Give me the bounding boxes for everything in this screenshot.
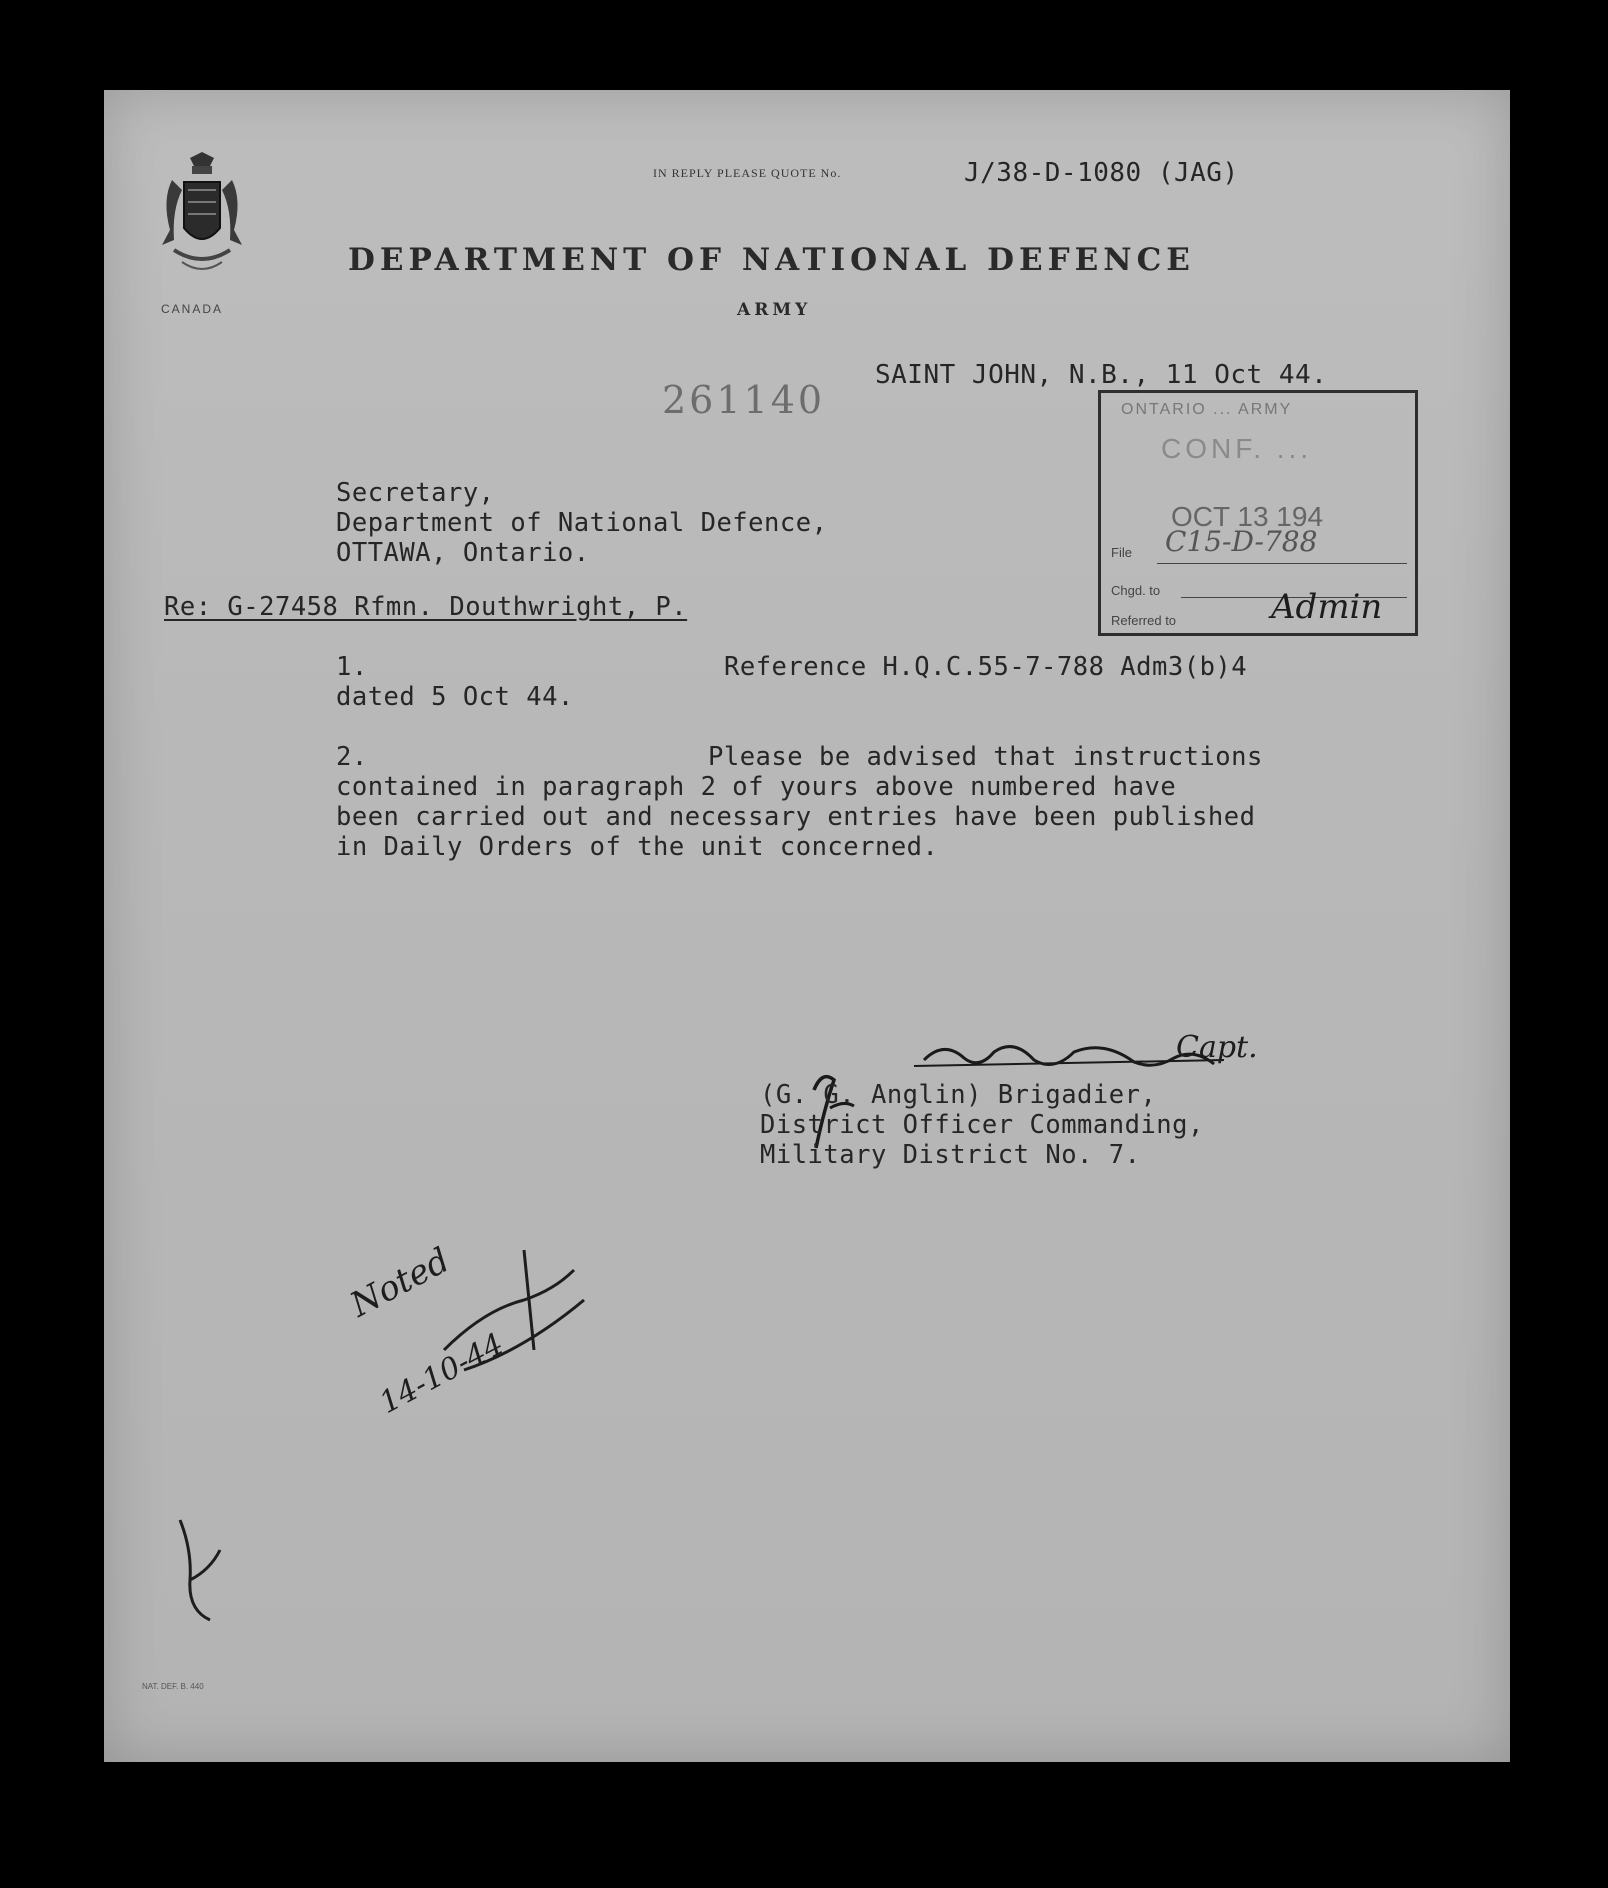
received-stamp [1098, 390, 1418, 636]
addressee-line-2: Department of National Defence, [336, 508, 828, 538]
stamp-file-label: File [1111, 545, 1132, 560]
stamp-line-2: CONF. ... [1161, 433, 1313, 464]
form-number: NAT. DEF. B. 440 [142, 1682, 204, 1691]
addressee-line-1: Secretary, [336, 478, 495, 508]
canada-coat-of-arms-icon [152, 150, 252, 300]
stamp-chgd-label: Chgd. to [1111, 583, 1161, 598]
paragraph-2-line-4: in Daily Orders of the unit concerned. [336, 832, 939, 862]
quote-label: IN REPLY PLEASE QUOTE No. [653, 166, 842, 180]
stamp-line-1: ONTARIO ... ARMY [1121, 401, 1293, 418]
paragraph-1-line-1: Reference H.Q.C.55-7-788 Adm3(b)4 [724, 652, 1248, 682]
addressee-line-3: OTTAWA, Ontario. [336, 538, 590, 568]
stamp-file-rule [1157, 563, 1407, 564]
paragraph-1-line-2: dated 5 Oct 44. [336, 682, 574, 712]
stamp-referred-label: Referred to [1111, 613, 1177, 628]
department-title: DEPARTMENT OF NATIONAL DEFENCE [348, 242, 1195, 278]
stamped-number: 261140 [662, 378, 826, 422]
crest-caption: CANADA [161, 302, 224, 316]
annotation-line-1: Noted [344, 1240, 457, 1326]
paragraph-2-line-2: contained in paragraph 2 of yours above numbered have [336, 772, 1177, 802]
branch-title: ARMY [737, 300, 812, 320]
stamp-file-value: C15-D-788 [1165, 525, 1318, 558]
paragraph-2-line-1: Please be advised that instructions [708, 742, 1263, 772]
signature-line-2: District Officer Commanding, [760, 1110, 1204, 1140]
initials-scribble-icon [160, 1510, 240, 1630]
signature-line-1: (G. G. Anglin) Brigadier, [760, 1080, 1157, 1110]
paragraph-2-number: 2. [336, 742, 368, 772]
signature-rank: Capt. [1176, 1030, 1258, 1065]
file-reference: J/38-D-1080 (JAG) [964, 158, 1239, 188]
paragraph-2-line-3: been carried out and necessary entries have been published [336, 802, 1256, 832]
place-date: SAINT JOHN, N.B., 11 Oct 44. [875, 360, 1328, 390]
stamp-referred-value: Admin [1271, 587, 1383, 627]
subject-line: Re: G-27458 Rfmn. Douthwright, P. [164, 592, 688, 622]
paragraph-1-number: 1. [336, 652, 368, 682]
stamp-date: OCT 13 194 [1171, 501, 1324, 532]
letter-page [104, 90, 1510, 1762]
signature-line-3: Military District No. 7. [760, 1140, 1141, 1170]
annotation-line-2: 14-10-44 [374, 1326, 510, 1421]
annotation-scribble-icon [404, 1230, 644, 1390]
